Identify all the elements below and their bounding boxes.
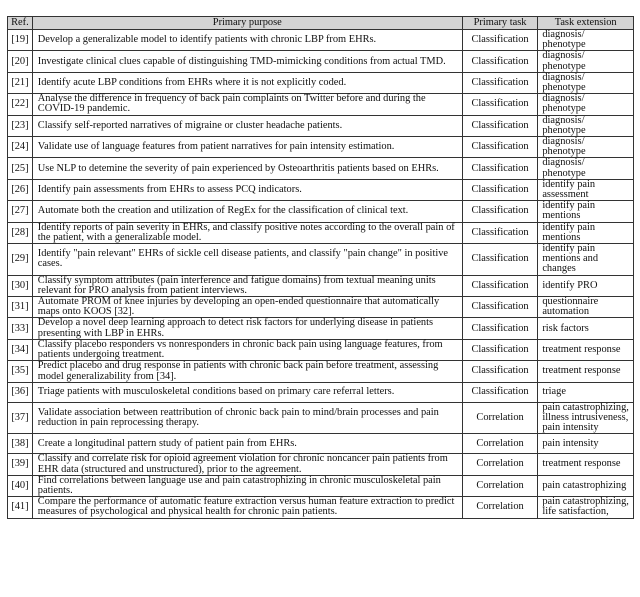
table-row	[8, 137, 634, 158]
task-extension-cell: treatment response	[538, 454, 634, 475]
header-primary-purpose: Primary purpose	[32, 17, 462, 30]
ref-cell: [37]	[8, 402, 33, 434]
table-row	[8, 51, 634, 72]
table-row	[8, 339, 634, 360]
table-row	[8, 318, 634, 339]
purpose-cell: Identify acute LBP conditions from EHRs where it is not explicitly coded.	[32, 72, 462, 93]
table-row	[8, 244, 634, 276]
header-ref: Ref.	[8, 17, 33, 30]
header-task-extension: Task extension	[538, 17, 634, 30]
table-row	[8, 434, 634, 454]
ref-cell: [29]	[8, 244, 33, 276]
ref-cell: [27]	[8, 201, 33, 222]
task-extension-cell: treatment response	[538, 339, 634, 360]
primary-task-cell: Correlation	[462, 497, 538, 518]
ref-cell: [35]	[8, 361, 33, 382]
purpose-cell: Investigate clinical clues capable of distinguishing TMD-mimicking conditions from actual TMD.	[32, 51, 462, 72]
primary-task-cell: Classification	[462, 72, 538, 93]
primary-task-cell: Classification	[462, 158, 538, 179]
table-row	[8, 179, 634, 200]
task-extension-cell: diagnosis/ phenotype	[538, 72, 634, 93]
table-row	[8, 402, 634, 434]
table-row	[8, 382, 634, 402]
task-extension-cell: triage	[538, 382, 634, 402]
table-row	[8, 94, 634, 115]
task-extension-cell: identify PRO	[538, 275, 634, 296]
primary-task-cell: Correlation	[462, 475, 538, 496]
ref-cell: [20]	[8, 51, 33, 72]
purpose-cell: Use NLP to detemine the severity of pain experienced by Osteoarthritis patients based on EHRs.	[32, 158, 462, 179]
ref-cell: [39]	[8, 454, 33, 475]
ref-cell: [21]	[8, 72, 33, 93]
purpose-cell: Triage patients with musculoskeletal conditions based on primary care referral letters.	[32, 382, 462, 402]
purpose-cell: Validate use of language features from patient narratives for pain intensity estimation.	[32, 137, 462, 158]
primary-task-cell: Classification	[462, 318, 538, 339]
task-extension-cell: diagnosis/ phenotype	[538, 115, 634, 136]
task-extension-cell: identify pain mentions	[538, 201, 634, 222]
table-row	[8, 497, 634, 518]
primary-task-cell: Classification	[462, 51, 538, 72]
table-row	[8, 454, 634, 475]
primary-task-cell: Classification	[462, 275, 538, 296]
ref-cell: [38]	[8, 434, 33, 454]
purpose-cell: Analyse the difference in frequency of back pain complaints on Twitter before and during the COVID-19 pandemic.	[32, 94, 462, 115]
purpose-cell: Classify and correlate risk for opioid agreement violation for chronic noncancer pain patients from EHR data (structured and unstructured), prior to the agreement.	[32, 454, 462, 475]
ref-cell: [26]	[8, 179, 33, 200]
ref-cell: [22]	[8, 94, 33, 115]
task-extension-cell: diagnosis/ phenotype	[538, 137, 634, 158]
purpose-cell: Create a longitudinal pattern study of patient pain from EHRs.	[32, 434, 462, 454]
ref-cell: [19]	[8, 30, 33, 51]
primary-task-cell: Classification	[462, 339, 538, 360]
task-extension-cell: pain catastrophizing, life satisfaction,	[538, 497, 634, 518]
purpose-cell: Automate both the creation and utilization of RegEx for the classification of clinical text.	[32, 201, 462, 222]
task-extension-cell: pain intensity	[538, 434, 634, 454]
table-row	[8, 222, 634, 243]
purpose-cell: Find correlations between language use and pain catastrophizing in chronic musculoskeletal pain patients.	[32, 475, 462, 496]
task-extension-cell: diagnosis/ phenotype	[538, 51, 634, 72]
purpose-cell: Predict placebo and drug response in patients with chronic back pain before treatment, assessing model generalizability from [34].	[32, 361, 462, 382]
task-extension-cell: risk factors	[538, 318, 634, 339]
task-extension-cell: pain catastrophizing, illness intrusiveness, pain intensity	[538, 402, 634, 434]
task-extension-cell: identify pain mentions	[538, 222, 634, 243]
table-header-row	[8, 17, 634, 30]
header-primary-task: Primary task	[462, 17, 538, 30]
ref-cell: [34]	[8, 339, 33, 360]
primary-task-cell: Classification	[462, 244, 538, 276]
purpose-cell: Develop a generalizable model to identify patients with chronic LBP from EHRs.	[32, 30, 462, 51]
task-extension-cell: identify pain mentions and changes	[538, 244, 634, 276]
table-row	[8, 361, 634, 382]
ref-cell: [33]	[8, 318, 33, 339]
task-extension-cell: identify pain assessment	[538, 179, 634, 200]
ref-cell: [36]	[8, 382, 33, 402]
purpose-cell: Develop a novel deep learning approach to detect risk factors for underlying disease in patients presenting with LBP in EHRs.	[32, 318, 462, 339]
table-row	[8, 297, 634, 318]
primary-task-cell: Correlation	[462, 402, 538, 434]
task-extension-cell: diagnosis/ phenotype	[538, 158, 634, 179]
purpose-cell: Identify reports of pain severity in EHRs, and classify positive notes according to the overall pain of the patient, with a generalizable model.	[32, 222, 462, 243]
ref-cell: [40]	[8, 475, 33, 496]
table-row	[8, 115, 634, 136]
purpose-cell: Compare the performance of automatic feature extraction versus human feature extraction to predict measures of psychological and physical health for chronic pain patients.	[32, 497, 462, 518]
task-extension-cell: diagnosis/ phenotype	[538, 30, 634, 51]
ref-cell: [30]	[8, 275, 33, 296]
purpose-cell: Classify self-reported narratives of migraine or cluster headache patients.	[32, 115, 462, 136]
primary-task-cell: Classification	[462, 137, 538, 158]
table-body	[8, 30, 634, 519]
primary-task-cell: Classification	[462, 30, 538, 51]
primary-task-cell: Classification	[462, 115, 538, 136]
primary-task-cell: Classification	[462, 361, 538, 382]
primary-task-cell: Classification	[462, 201, 538, 222]
table-row	[8, 201, 634, 222]
purpose-cell: Classify placebo responders vs nonresponders in chronic back pain using language features, from patients undergoing treatment.	[32, 339, 462, 360]
purpose-cell: Validate association between reattribution of chronic back pain to mind/brain processes and pain reduction in pain reprocessing therapy.	[32, 402, 462, 434]
primary-task-cell: Classification	[462, 179, 538, 200]
ref-cell: [25]	[8, 158, 33, 179]
task-extension-cell: questionnaire automation	[538, 297, 634, 318]
primary-task-cell: Correlation	[462, 434, 538, 454]
task-extension-cell: pain catastrophizing	[538, 475, 634, 496]
ref-cell: [41]	[8, 497, 33, 518]
primary-task-cell: Correlation	[462, 454, 538, 475]
ref-cell: [24]	[8, 137, 33, 158]
studies-table	[7, 16, 634, 519]
purpose-cell: Identify "pain relevant" EHRs of sickle cell disease patients, and classify "pain change" in positive cases.	[32, 244, 462, 276]
table-row	[8, 475, 634, 496]
table-row	[8, 30, 634, 51]
purpose-cell: Classify symptom attributes (pain interference and fatigue domains) from textual meaning units relevant for PRO analysis from patient interviews.	[32, 275, 462, 296]
task-extension-cell: treatment response	[538, 361, 634, 382]
ref-cell: [23]	[8, 115, 33, 136]
purpose-cell: Identify pain assessments from EHRs to assess PCQ indicators.	[32, 179, 462, 200]
primary-task-cell: Classification	[462, 222, 538, 243]
task-extension-cell: diagnosis/ phenotype	[538, 94, 634, 115]
ref-cell: [28]	[8, 222, 33, 243]
table-row	[8, 158, 634, 179]
purpose-cell: Automate PROM of knee injuries by developing an open-ended questionnaire that automatically maps onto KOOS [32].	[32, 297, 462, 318]
table-row	[8, 72, 634, 93]
primary-task-cell: Classification	[462, 382, 538, 402]
table-row	[8, 275, 634, 296]
primary-task-cell: Classification	[462, 297, 538, 318]
ref-cell: [31]	[8, 297, 33, 318]
primary-task-cell: Classification	[462, 94, 538, 115]
